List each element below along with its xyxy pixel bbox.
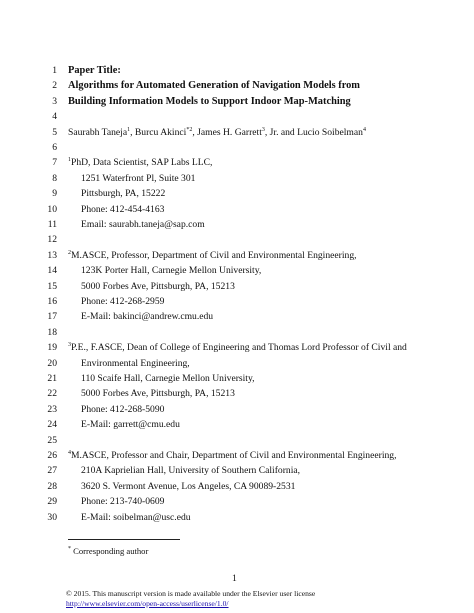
line-number: 4 [52, 111, 57, 123]
line-content: 5000 Forbes Ave, Pittsburgh, PA, 15213 [81, 280, 235, 292]
author-separator: , Jr. and [264, 126, 298, 138]
line-number: 3 [52, 95, 57, 107]
license-notice: © 2015. This manuscript version is made available under the Elsevier user license [66, 589, 316, 598]
footnote-divider [68, 539, 180, 540]
line-text [81, 418, 180, 432]
author-name: Saurabh Taneja [68, 126, 128, 138]
line-number: 1 [52, 65, 57, 76]
affiliation-mark: 3 [68, 342, 71, 349]
line-content: Algorithms for Automated Generation of Navigation Models from [68, 80, 360, 92]
line-number: 24 [47, 419, 57, 431]
author-affiliation-mark: 3 [261, 126, 265, 133]
line-12 [0, 233, 474, 247]
line-14 [0, 264, 474, 278]
line-content: E-Mail: garrett@cmu.edu [81, 419, 180, 431]
line-10 [0, 203, 474, 217]
line-text [81, 511, 191, 525]
line-23 [0, 403, 474, 417]
line-number: 17 [47, 311, 57, 323]
line-1 [0, 64, 474, 78]
line-24 [0, 418, 474, 432]
line-number: 11 [47, 219, 57, 230]
line-number: 10 [47, 203, 57, 215]
line-9 [0, 187, 474, 201]
line-number: 2 [52, 80, 57, 92]
line-15 [0, 280, 474, 294]
line-number: 14 [47, 265, 57, 277]
line-27 [0, 464, 474, 478]
line-text [81, 387, 235, 401]
line-number: 18 [47, 326, 57, 338]
line-7 [0, 156, 474, 170]
line-11 [0, 218, 474, 232]
line-text [81, 357, 190, 371]
line-30 [0, 511, 474, 525]
line-text [68, 249, 357, 263]
line-content: E-Mail: bakinci@andrew.cmu.edu [81, 311, 214, 323]
line-text [68, 156, 212, 170]
line-text [81, 280, 235, 294]
line-5 [0, 126, 474, 140]
author-name: Lucio Soibelman [297, 126, 363, 138]
line-17 [0, 310, 474, 324]
line-content: Paper Title: [68, 65, 121, 76]
line-number: 26 [47, 450, 57, 461]
license-link[interactable]: http://www.elsevier.com/open-access/userlicense/1.0/ [66, 599, 229, 608]
line-content: Pittsburgh, PA, 15222 [81, 188, 166, 200]
line-number: 20 [47, 357, 57, 369]
line-content: M.ASCE, Professor and Chair, Department of Civil and Environmental Engineering, [71, 450, 397, 461]
line-number: 12 [47, 234, 57, 246]
line-content: Building Information Models to Support Indoor Map-Matching [68, 95, 351, 107]
line-text [81, 403, 164, 417]
title-text [68, 95, 351, 109]
author-separator: , [130, 126, 135, 138]
author-name: Burcu Akinci [134, 126, 187, 138]
author-list [68, 126, 366, 140]
line-number: 8 [52, 172, 57, 184]
line-20 [0, 357, 474, 371]
line-content: Email: saurabh.taneja@sap.com [81, 219, 205, 230]
line-number: 28 [47, 480, 57, 492]
line-19 [0, 341, 474, 355]
line-text [81, 310, 213, 324]
title-text [68, 79, 360, 93]
line-number: 7 [52, 157, 57, 169]
line-content: 110 Scaife Hall, Carnegie Mellon University, [81, 373, 255, 384]
author-separator: , [192, 126, 198, 138]
line-content: M.ASCE, Professor, Department of Civil and Environmental Engineering, [71, 249, 357, 261]
line-number: 29 [47, 496, 57, 508]
line-text [81, 372, 255, 386]
line-26 [0, 449, 474, 463]
line-text [81, 295, 164, 309]
line-text [81, 464, 300, 478]
affiliation-mark: 1 [68, 157, 71, 164]
line-4 [0, 110, 474, 124]
line-number: 25 [47, 434, 57, 446]
line-content: Phone: 412-268-5090 [81, 403, 165, 415]
line-text [81, 172, 195, 186]
author-affiliation-mark: *2 [186, 126, 193, 133]
line-content: P.E., F.ASCE, Dean of College of Engineering and Thomas Lord Professor of Civil and [71, 342, 407, 354]
line-content: Phone: 213-740-0609 [81, 496, 165, 508]
line-content: 1251 Waterfront Pl, Suite 301 [81, 172, 196, 184]
line-28 [0, 480, 474, 494]
line-25 [0, 434, 474, 448]
line-content: 210A Kaprielian Hall, University of Southern California, [81, 465, 301, 477]
line-number: 6 [52, 142, 57, 153]
line-number: 23 [47, 403, 57, 415]
line-text [81, 495, 164, 509]
line-content: Phone: 412-454-4163 [81, 203, 165, 215]
line-3 [0, 95, 474, 109]
line-content: E-Mail: soibelman@usc.edu [81, 511, 191, 523]
author-affiliation-mark: 4 [362, 126, 366, 133]
line-content: PhD, Data Scientist, SAP Labs LLC, [71, 157, 213, 169]
line-number: 15 [47, 280, 57, 292]
line-text [81, 203, 164, 217]
line-number: 5 [52, 126, 57, 138]
line-text [81, 480, 295, 494]
line-13 [0, 249, 474, 263]
line-number: 16 [47, 296, 57, 307]
affiliation-mark: 4 [68, 450, 71, 456]
line-29 [0, 495, 474, 509]
footnote-text: Corresponding author [73, 546, 149, 556]
line-text [68, 449, 396, 463]
line-2 [0, 79, 474, 93]
footnote [68, 545, 148, 557]
line-text [81, 187, 165, 201]
line-content: 5000 Forbes Ave, Pittsburgh, PA, 15213 [81, 388, 235, 400]
line-number: 30 [47, 511, 57, 523]
line-content: 123K Porter Hall, Carnegie Mellon University, [81, 265, 262, 277]
page-number: 1 [232, 573, 237, 584]
author-affiliation-mark: 1 [127, 126, 131, 133]
line-number: 27 [47, 465, 57, 477]
line-text [68, 341, 407, 355]
line-21 [0, 372, 474, 386]
line-6 [0, 141, 474, 155]
line-number: 21 [47, 373, 57, 384]
line-text [81, 218, 205, 232]
footnote-mark: * [68, 546, 71, 552]
title-text [68, 64, 121, 78]
line-number: 22 [47, 388, 57, 400]
line-8 [0, 172, 474, 186]
line-text [81, 264, 261, 278]
affiliation-mark: 2 [68, 249, 71, 256]
line-number: 9 [52, 188, 57, 200]
line-number: 19 [47, 342, 57, 354]
line-22 [0, 387, 474, 401]
author-name: James H. Garrett [197, 126, 262, 138]
line-number: 13 [47, 249, 57, 261]
line-18 [0, 326, 474, 340]
line-content: Phone: 412-268-2959 [81, 296, 165, 307]
line-content: 3620 S. Vermont Avenue, Los Angeles, CA 90089-2531 [81, 480, 296, 492]
line-16 [0, 295, 474, 309]
line-content: Environmental Engineering, [81, 357, 190, 369]
